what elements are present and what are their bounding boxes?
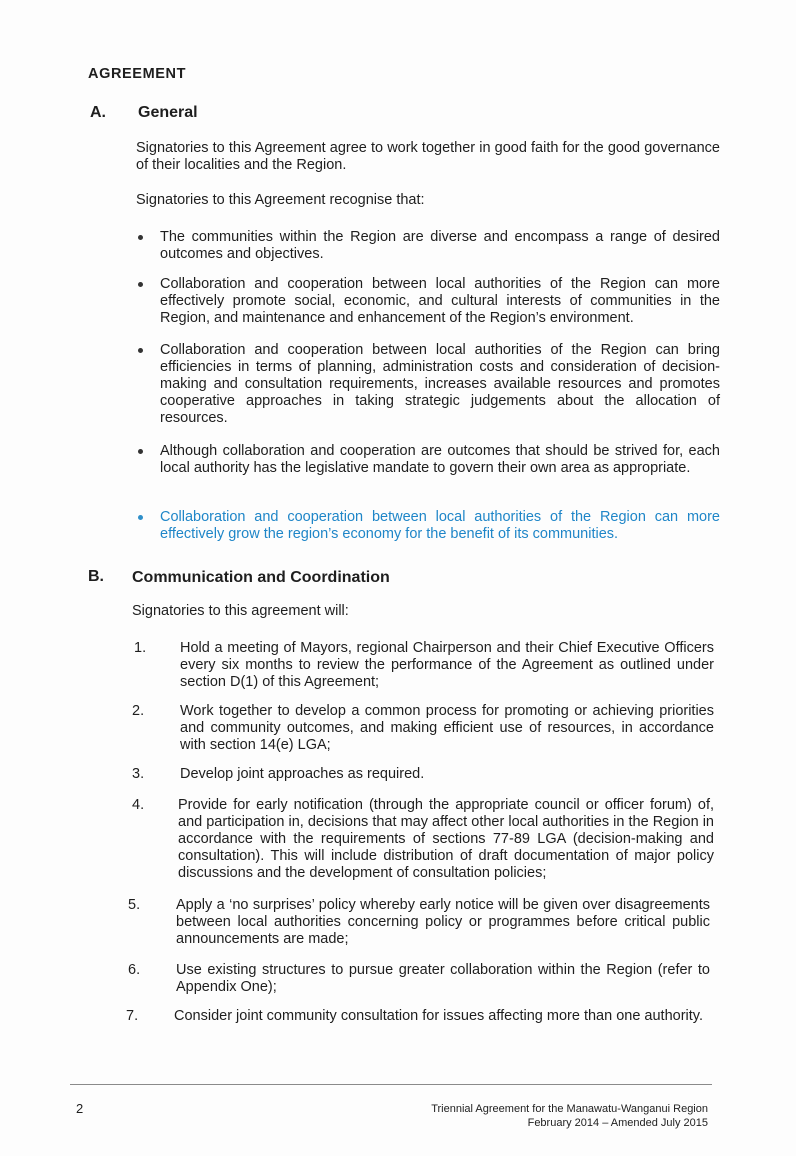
- section-a-letter: A.: [90, 104, 106, 121]
- page-number: 2: [76, 1101, 84, 1116]
- list-number: 6.: [128, 962, 141, 978]
- list-number: 3.: [132, 766, 145, 782]
- list-item: Develop joint approaches as required.: [180, 766, 425, 782]
- section-b-letter: B.: [88, 568, 104, 585]
- section-b-intro: Signatories to this agreement will:: [132, 603, 349, 619]
- list-item: Apply a ‘no surprises’ policy whereby early notice will be given over disagreements between local authorities concerning policy or programmes before critical public announcements are made;: [176, 897, 710, 947]
- list-number: 4.: [132, 797, 145, 813]
- list-number: 5.: [128, 897, 141, 913]
- footer-divider: [70, 1084, 712, 1085]
- bullet-item: Although collaboration and cooperation are outcomes that should be strived for, each local authority has the legislative mandate to govern their own area as appropriate.: [160, 443, 720, 476]
- document-heading: AGREEMENT: [88, 66, 187, 82]
- bullet-dot-icon: [138, 449, 143, 454]
- list-number: 7.: [126, 1008, 139, 1024]
- bullet-item-highlighted: Collaboration and cooperation between local authorities of the Region can more effectively grow the region’s economy for the benefit of its communities.: [160, 509, 720, 542]
- bullet-dot-icon: [138, 515, 143, 520]
- footer-title: Triennial Agreement for the Manawatu-Wanganui Region: [431, 1103, 708, 1115]
- section-b-title: Communication and Coordination: [132, 569, 390, 586]
- list-item: Provide for early notification (through the appropriate council or officer forum) of, and participation in, decisions that may affect other local authorities in the Region in accordance with the requirements of sections 77-89 LGA (decision-making and consultation). This will include distribution of draft documentation of major policy discussions and the development of consultation policies;: [178, 797, 714, 881]
- list-item: Use existing structures to pursue greater collaboration within the Region (refer to Appendix One);: [176, 962, 710, 995]
- list-item: Consider joint community consultation for issues affecting more than one authority.: [174, 1008, 703, 1024]
- bullet-item: Collaboration and cooperation between local authorities of the Region can bring efficiencies in terms of planning, administration costs and consideration of decision-making and consultation requirements, increases available resources and promotes cooperative approaches in taking strategic judgements about the allocation of resources.: [160, 342, 720, 426]
- section-a-title: General: [138, 104, 198, 121]
- list-number: 1.: [134, 640, 147, 656]
- bullet-dot-icon: [138, 348, 143, 353]
- bullet-item: The communities within the Region are diverse and encompass a range of desired outcomes and objectives.: [160, 229, 720, 262]
- list-item: Hold a meeting of Mayors, regional Chairperson and their Chief Executive Officers every six months to review the performance of the Agreement as outlined under section D(1) of this Agreement;: [180, 640, 714, 690]
- footer-date: February 2014 – Amended July 2015: [527, 1117, 708, 1129]
- section-a-para-2: Signatories to this Agreement recognise that:: [136, 192, 425, 208]
- section-a-para-1: Signatories to this Agreement agree to work together in good faith for the good governance of their localities and the Region.: [136, 140, 720, 173]
- bullet-dot-icon: [138, 282, 143, 287]
- bullet-item: Collaboration and cooperation between local authorities of the Region can more effectively promote social, economic, and cultural interests of communities in the Region, and maintenance and enhancement of the Region’s environment.: [160, 276, 720, 326]
- bullet-dot-icon: [138, 235, 143, 240]
- list-item: Work together to develop a common process for promoting or achieving priorities and community outcomes, and making efficient use of resources, in accordance with section 14(e) LGA;: [180, 703, 714, 753]
- list-number: 2.: [132, 703, 145, 719]
